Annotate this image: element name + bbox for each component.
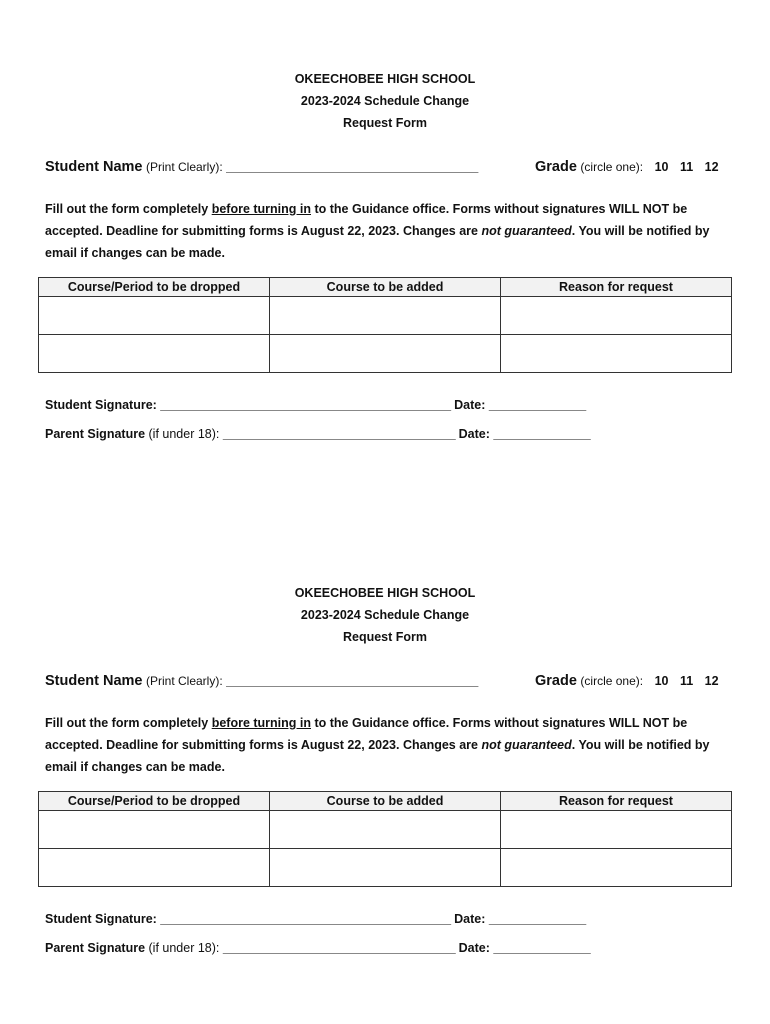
parent-signature-field[interactable]: ____________________________________ bbox=[222, 427, 456, 441]
added-course-cell[interactable] bbox=[270, 811, 501, 849]
school-name: OKEECHOBEE HIGH SCHOOL bbox=[294, 586, 476, 600]
added-course-cell[interactable] bbox=[270, 849, 501, 887]
table-row bbox=[39, 297, 732, 335]
parent-signature-row bbox=[45, 938, 735, 958]
grade-option-12[interactable]: 12 bbox=[704, 674, 719, 688]
student-signature-label: Student Signature: bbox=[45, 912, 157, 926]
parent-date-field[interactable]: _______________ bbox=[493, 427, 591, 441]
student-signature-field[interactable]: _____________________________________________ bbox=[160, 912, 451, 926]
grade-option-12[interactable]: 12 bbox=[704, 160, 719, 174]
table-header-row bbox=[39, 278, 732, 297]
column-header-reason: Reason for request bbox=[501, 792, 732, 811]
student-date-field[interactable]: _______________ bbox=[488, 398, 586, 412]
added-course-cell[interactable] bbox=[270, 297, 501, 335]
year-title: 2023-2024 Schedule Change bbox=[300, 94, 470, 108]
reason-cell[interactable] bbox=[501, 335, 732, 373]
grade-selector bbox=[535, 670, 719, 692]
added-course-cell[interactable] bbox=[270, 335, 501, 373]
instructions-text-3: . You will be notified by email if changes can be made. bbox=[45, 738, 710, 774]
circle-one-note: (circle one): bbox=[580, 674, 644, 688]
table-row bbox=[39, 811, 732, 849]
instructions-italic: not guaranteed bbox=[481, 738, 572, 752]
reason-cell[interactable] bbox=[501, 849, 732, 887]
grade-option-11[interactable]: 11 bbox=[679, 160, 694, 174]
grade-label: Grade bbox=[535, 673, 577, 689]
print-clearly-note: (Print Clearly): bbox=[145, 160, 223, 174]
parent-signature-note: (if under 18): bbox=[148, 941, 220, 955]
course-change-table bbox=[38, 791, 732, 887]
grade-label: Grade bbox=[535, 159, 577, 175]
parent-date-field[interactable]: _______________ bbox=[493, 941, 591, 955]
schedule-change-form bbox=[0, 68, 770, 468]
student-name-field[interactable]: _______________________________________ bbox=[226, 160, 478, 174]
print-clearly-note: (Print Clearly): bbox=[145, 674, 223, 688]
dropped-course-cell[interactable] bbox=[39, 297, 270, 335]
student-name-label: Student Name bbox=[45, 159, 143, 175]
parent-signature-row bbox=[45, 424, 735, 444]
parent-signature-label: Parent Signature bbox=[45, 427, 146, 441]
dropped-course-cell[interactable] bbox=[39, 849, 270, 887]
student-name-label: Student Name bbox=[45, 673, 143, 689]
grade-option-10[interactable]: 10 bbox=[654, 674, 669, 688]
instructions-text-2: to the Guidance office. Forms without signatures WILL NOT be accepted. Deadline for submitting forms is August 22, 2023. Changes are bbox=[45, 716, 688, 752]
instructions-text-1: Fill out the form completely bbox=[45, 716, 212, 730]
parent-signature-field[interactable]: ____________________________________ bbox=[222, 941, 456, 955]
instructions-text-2: to the Guidance office. Forms without signatures WILL NOT be accepted. Deadline for submitting forms is August 22, 2023. Changes are bbox=[45, 202, 688, 238]
table-row bbox=[39, 335, 732, 373]
instructions-italic: not guaranteed bbox=[481, 224, 572, 238]
column-header-dropped: Course/Period to be dropped bbox=[39, 278, 270, 297]
parent-signature-label: Parent Signature bbox=[45, 941, 146, 955]
instructions-underlined: before turning in bbox=[211, 202, 311, 216]
student-signature-row bbox=[45, 909, 735, 929]
student-date-field[interactable]: _______________ bbox=[488, 912, 586, 926]
table-row bbox=[39, 849, 732, 887]
column-header-dropped: Course/Period to be dropped bbox=[39, 792, 270, 811]
instructions-paragraph bbox=[45, 712, 735, 778]
parent-signature-note: (if under 18): bbox=[148, 427, 220, 441]
school-name: OKEECHOBEE HIGH SCHOOL bbox=[294, 72, 476, 86]
form-title: Request Form bbox=[342, 630, 428, 644]
circle-one-note: (circle one): bbox=[580, 160, 644, 174]
dropped-course-cell[interactable] bbox=[39, 335, 270, 373]
form-header bbox=[0, 582, 770, 648]
dropped-course-cell[interactable] bbox=[39, 811, 270, 849]
grade-option-11[interactable]: 11 bbox=[679, 674, 694, 688]
instructions-underlined: before turning in bbox=[211, 716, 311, 730]
date-label: Date: bbox=[454, 398, 486, 412]
reason-cell[interactable] bbox=[501, 811, 732, 849]
course-change-table bbox=[38, 277, 732, 373]
student-name-row bbox=[45, 156, 735, 178]
grade-option-10[interactable]: 10 bbox=[654, 160, 669, 174]
column-header-added: Course to be added bbox=[270, 792, 501, 811]
student-name-field[interactable]: _______________________________________ bbox=[226, 674, 478, 688]
instructions-text-3: . You will be notified by email if changes can be made. bbox=[45, 224, 710, 260]
date-label: Date: bbox=[458, 427, 490, 441]
form-header bbox=[0, 68, 770, 134]
instructions-paragraph bbox=[45, 198, 735, 264]
student-signature-label: Student Signature: bbox=[45, 398, 157, 412]
form-title: Request Form bbox=[342, 116, 428, 130]
date-label: Date: bbox=[458, 941, 490, 955]
date-label: Date: bbox=[454, 912, 486, 926]
student-signature-field[interactable]: _____________________________________________ bbox=[160, 398, 451, 412]
reason-cell[interactable] bbox=[501, 297, 732, 335]
student-signature-row bbox=[45, 395, 735, 415]
table-header-row bbox=[39, 792, 732, 811]
student-name-row bbox=[45, 670, 735, 692]
schedule-change-form bbox=[0, 582, 770, 982]
column-header-reason: Reason for request bbox=[501, 278, 732, 297]
grade-selector bbox=[535, 156, 719, 178]
instructions-text-1: Fill out the form completely bbox=[45, 202, 212, 216]
column-header-added: Course to be added bbox=[270, 278, 501, 297]
year-title: 2023-2024 Schedule Change bbox=[300, 608, 470, 622]
